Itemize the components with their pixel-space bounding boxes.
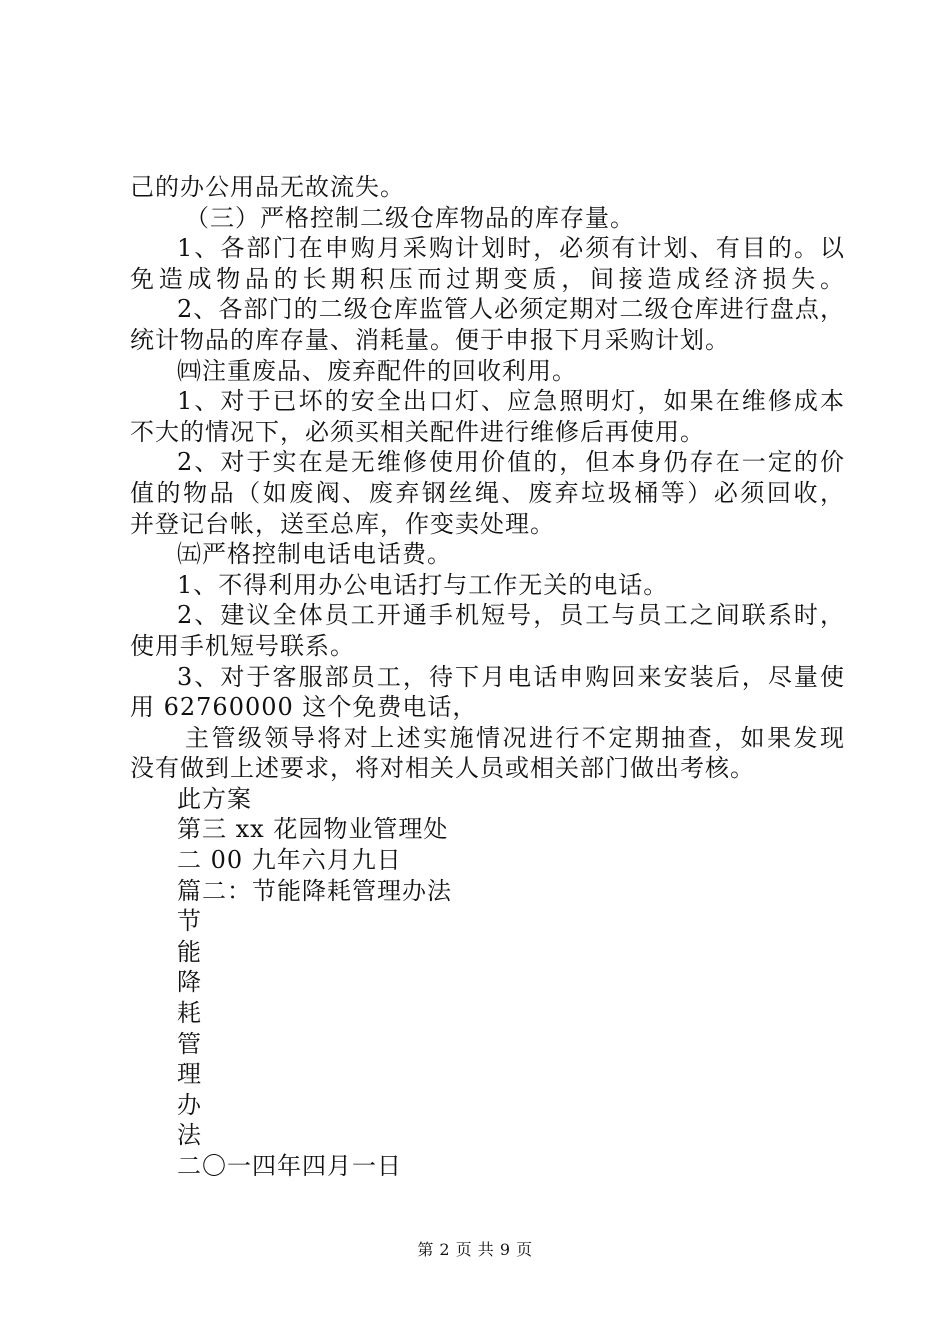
paragraph-line: 1、不得利用办公电话打与工作无关的电话。 — [177, 570, 669, 599]
paragraph-line: 1、各部门在申购月采购计划时，必须有计划、有目的。以 — [177, 234, 845, 263]
document-body — [130, 172, 845, 1182]
chapter-date: 二〇一四年四月一日 — [177, 1152, 402, 1180]
vertical-title-char: 理 — [177, 1060, 202, 1089]
paragraph-line: 并登记台帐，送至总库，作变卖处理。 — [130, 509, 555, 538]
chapter-title: 篇二：节能降耗管理办法 — [177, 876, 452, 905]
vertical-title-char: 办 — [177, 1090, 202, 1119]
paragraph-line: 统计物品的库存量、消耗量。便于申报下月采购计划。 — [130, 325, 730, 354]
paragraph-line: 2、建议全体员工开通手机短号，员工与员工之间联系时， — [177, 601, 845, 630]
vertical-title-char: 节 — [177, 907, 202, 936]
vertical-title-char: 管 — [177, 1029, 202, 1058]
paragraph-line: 值的物品（如废阀、废弃钢丝绳、废弃垃圾桶等）必须回收， — [130, 478, 845, 507]
paragraph-line: 不大的情况下，必须买相关配件进行维修后再使用。 — [130, 417, 705, 446]
paragraph-line: 用 62760000 这个免费电话， — [130, 693, 478, 722]
issuer-name: 第三 xx 花园物业管理处 — [177, 815, 449, 844]
paragraph-line: 3、对于客服部员工，待下月电话申购回来安装后，尽量使 — [177, 662, 845, 691]
vertical-title-char: 法 — [177, 1121, 202, 1150]
vertical-title-char: 降 — [177, 968, 202, 997]
paragraph-line: 2、各部门的二级仓库监管人必须定期对二级仓库进行盘点， — [177, 295, 845, 324]
paragraph-line: 没有做到上述要求，将对相关人员或相关部门做出考核。 — [130, 754, 755, 783]
vertical-title-char: 能 — [177, 937, 202, 966]
section-heading: ㈣注重废品、废弃配件的回收利用。 — [177, 356, 577, 385]
paragraph-line: 主管级领导将对上述实施情况进行不定期抽查，如果发现 — [185, 723, 845, 752]
paragraph-line: 己的办公用品无故流失。 — [130, 173, 405, 201]
paragraph-line: 免造成物品的长期积压而过期变质，间接造成经济损失。 — [130, 264, 845, 293]
paragraph-line: 2、对于实在是无维修使用价值的，但本身仍存在一定的价 — [177, 448, 845, 477]
paragraph-line: 1、对于已坏的安全出口灯、应急照明灯，如果在维修成本 — [177, 387, 845, 416]
plan-label: 此方案 — [177, 784, 252, 813]
paragraph-line: 使用手机短号联系。 — [130, 631, 355, 660]
issue-date: 二 00 九年六月九日 — [177, 846, 402, 875]
section-heading: ㈤严格控制电话电话费。 — [177, 540, 452, 569]
page-footer: 第 2 页 共 9 页 — [417, 1240, 533, 1259]
section-heading: （三）严格控制二级仓库物品的库存量。 — [185, 203, 635, 232]
vertical-title-char: 耗 — [177, 999, 202, 1028]
